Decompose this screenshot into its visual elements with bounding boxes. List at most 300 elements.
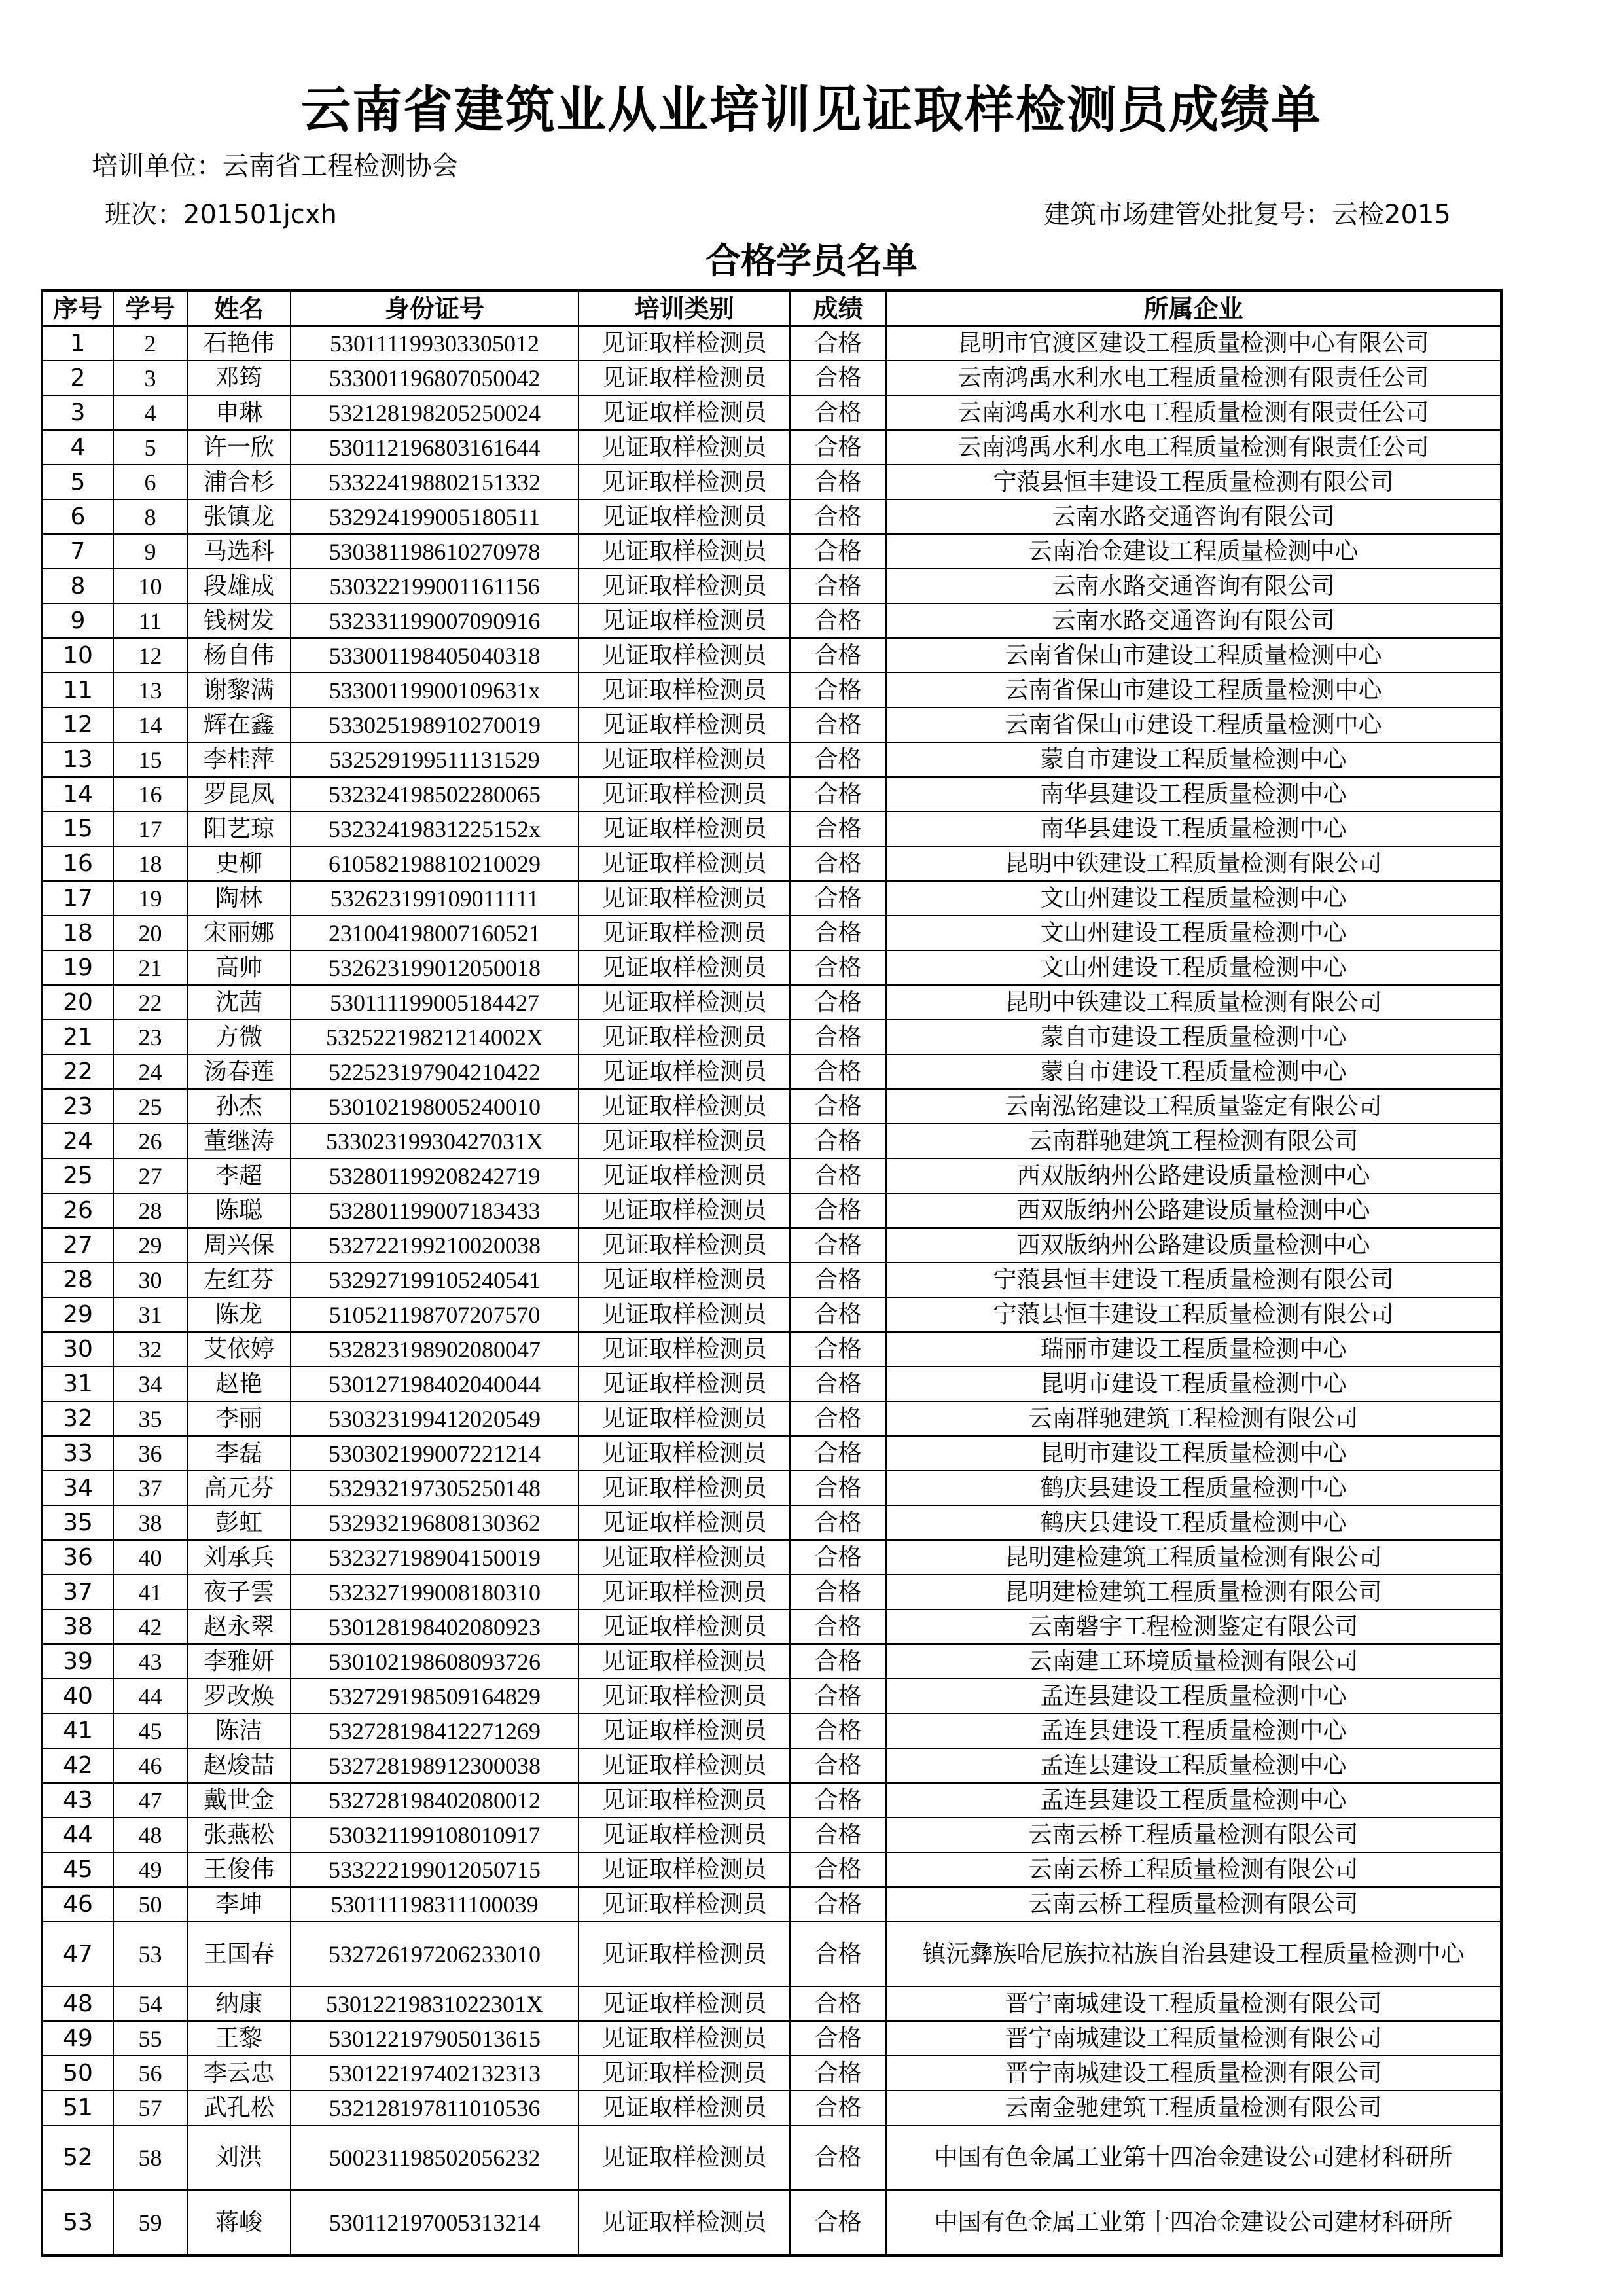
table-row (42, 1054, 1501, 1089)
cell-result: 合格 (790, 881, 886, 916)
cell-id-number: 532932197305250148 (291, 1471, 579, 1505)
cell-result: 合格 (790, 326, 886, 361)
cell-organization: 昆明市建设工程质量检测中心 (886, 1436, 1501, 1471)
page-title: 云南省建筑业从业培训见证取样检测员成绩单 (301, 81, 1322, 139)
cell-index: 52 (42, 2125, 113, 2190)
cell-id-number: 530112196803161644 (291, 430, 579, 465)
cell-result: 合格 (790, 499, 886, 534)
cell-result: 合格 (790, 1679, 886, 1713)
table-row (42, 569, 1501, 603)
cell-name: 刘承兵 (187, 1540, 291, 1575)
table-row (42, 1471, 1501, 1505)
cell-result: 合格 (790, 1332, 886, 1367)
cell-student-no: 5 (113, 430, 187, 465)
cell-organization: 昆明市建设工程质量检测中心 (886, 1367, 1501, 1401)
cell-organization: 蒙自市建设工程质量检测中心 (886, 1020, 1501, 1054)
cell-result: 合格 (790, 1713, 886, 1748)
cell-name: 钱树发 (187, 603, 291, 638)
cell-index: 35 (42, 1505, 113, 1540)
cell-index: 25 (42, 1158, 113, 1193)
cell-id-number: 522523197904210422 (291, 1054, 579, 1089)
col-header-index: 序号 (42, 291, 113, 326)
table-row (42, 673, 1501, 708)
cell-student-no: 9 (113, 534, 187, 569)
cell-name: 李磊 (187, 1436, 291, 1471)
cell-result: 合格 (790, 465, 886, 499)
cell-name: 王俊伟 (187, 1852, 291, 1887)
cell-name: 刘洪 (187, 2125, 291, 2190)
cell-student-no: 32 (113, 1332, 187, 1367)
approval-number-label: 建筑市场建管处批复号： (1044, 200, 1332, 230)
cell-student-no: 8 (113, 499, 187, 534)
cell-training-type: 见证取样检测员 (579, 499, 790, 534)
cell-id-number: 533025198910270019 (291, 708, 579, 742)
cell-result: 合格 (790, 1852, 886, 1887)
table-row (42, 361, 1501, 395)
cell-training-type: 见证取样检测员 (579, 1401, 790, 1436)
cell-student-no: 31 (113, 1297, 187, 1332)
cell-index: 32 (42, 1401, 113, 1436)
table-row (42, 1818, 1501, 1852)
cell-result: 合格 (790, 1158, 886, 1193)
cell-index: 28 (42, 1263, 113, 1297)
cell-student-no: 40 (113, 1540, 187, 1575)
cell-student-no: 20 (113, 916, 187, 950)
cell-index: 16 (42, 846, 113, 881)
cell-name: 陈聪 (187, 1193, 291, 1228)
list-title: 合格学员名单 (705, 240, 918, 281)
cell-student-no: 14 (113, 708, 187, 742)
cell-id-number: 532801199208242719 (291, 1158, 579, 1193)
table-row (42, 1089, 1501, 1124)
col-header-result: 成绩 (790, 291, 886, 326)
cell-organization: 云南磐宇工程检测鉴定有限公司 (886, 1609, 1501, 1644)
cell-result: 合格 (790, 708, 886, 742)
cell-training-type: 见证取样检测员 (579, 1436, 790, 1471)
cell-name: 陶林 (187, 881, 291, 916)
cell-student-no: 37 (113, 1471, 187, 1505)
training-unit-value: 云南省工程检测协会 (223, 151, 458, 181)
cell-organization: 云南云桥工程质量检测有限公司 (886, 1887, 1501, 1922)
table-row (42, 2125, 1501, 2190)
cell-index: 29 (42, 1297, 113, 1332)
cell-index: 22 (42, 1054, 113, 1089)
cell-name: 董继涛 (187, 1124, 291, 1158)
cell-id-number: 530321199108010917 (291, 1818, 579, 1852)
cell-name: 石艳伟 (187, 326, 291, 361)
cell-training-type: 见证取样检测员 (579, 2125, 790, 2190)
cell-id-number: 532722199210020038 (291, 1228, 579, 1263)
cell-id-number: 532128197811010536 (291, 2090, 579, 2125)
table-row (42, 1922, 1501, 1986)
table-row (42, 1124, 1501, 1158)
cell-student-no: 12 (113, 638, 187, 673)
cell-training-type: 见证取样检测员 (579, 1540, 790, 1575)
cell-name: 李雅妍 (187, 1644, 291, 1679)
cell-student-no: 13 (113, 673, 187, 708)
cell-student-no: 28 (113, 1193, 187, 1228)
cell-result: 合格 (790, 534, 886, 569)
table-row (42, 1332, 1501, 1367)
cell-student-no: 56 (113, 2056, 187, 2090)
cell-index: 26 (42, 1193, 113, 1228)
cell-index: 37 (42, 1575, 113, 1609)
table-row (42, 499, 1501, 534)
cell-id-number: 500231198502056232 (291, 2125, 579, 2190)
cell-index: 42 (42, 1748, 113, 1783)
cell-organization: 南华县建设工程质量检测中心 (886, 812, 1501, 846)
cell-id-number: 530302199007221214 (291, 1436, 579, 1471)
cell-organization: 云南泓铭建设工程质量鉴定有限公司 (886, 1089, 1501, 1124)
cell-training-type: 见证取样检测员 (579, 2056, 790, 2090)
cell-student-no: 50 (113, 1887, 187, 1922)
cell-name: 史柳 (187, 846, 291, 881)
cell-id-number: 510521198707207570 (291, 1297, 579, 1332)
cell-training-type: 见证取样检测员 (579, 1505, 790, 1540)
cell-result: 合格 (790, 1297, 886, 1332)
table-row (42, 916, 1501, 950)
table-row (42, 881, 1501, 916)
cell-index: 24 (42, 1124, 113, 1158)
cell-id-number: 532729198509164829 (291, 1679, 579, 1713)
cell-training-type: 见证取样检测员 (579, 638, 790, 673)
table-row (42, 1609, 1501, 1644)
cell-training-type: 见证取样检测员 (579, 1713, 790, 1748)
cell-index: 47 (42, 1922, 113, 1986)
cell-training-type: 见证取样检测员 (579, 1263, 790, 1297)
table-row (42, 742, 1501, 777)
cell-index: 9 (42, 603, 113, 638)
cell-training-type: 见证取样检测员 (579, 534, 790, 569)
table-row (42, 1575, 1501, 1609)
cell-organization: 云南鸿禹水利水电工程质量检测有限责任公司 (886, 430, 1501, 465)
cell-organization: 云南群驰建筑工程检测有限公司 (886, 1124, 1501, 1158)
class-batch-value: 201501jcxh (183, 200, 337, 230)
cell-id-number: 532128198205250024 (291, 395, 579, 430)
cell-index: 8 (42, 569, 113, 603)
table-row (42, 1436, 1501, 1471)
cell-training-type: 见证取样检测员 (579, 1748, 790, 1783)
cell-index: 49 (42, 2021, 113, 2056)
cell-student-no: 41 (113, 1575, 187, 1609)
cell-index: 11 (42, 673, 113, 708)
cell-result: 合格 (790, 1193, 886, 1228)
cell-student-no: 57 (113, 2090, 187, 2125)
cell-name: 汤春莲 (187, 1054, 291, 1089)
cell-training-type: 见证取样检测员 (579, 1228, 790, 1263)
cell-training-type: 见证取样检测员 (579, 777, 790, 812)
cell-organization: 昆明市官渡区建设工程质量检测中心有限公司 (886, 326, 1501, 361)
cell-id-number: 532324198502280065 (291, 777, 579, 812)
cell-result: 合格 (790, 985, 886, 1020)
cell-id-number: 530127198402040044 (291, 1367, 579, 1401)
table-row (42, 430, 1501, 465)
cell-organization: 南华县建设工程质量检测中心 (886, 777, 1501, 812)
cell-organization: 镇沅彝族哈尼族拉祜族自治县建设工程质量检测中心 (886, 1922, 1501, 1986)
cell-training-type: 见证取样检测员 (579, 1783, 790, 1818)
cell-result: 合格 (790, 361, 886, 395)
cell-training-type: 见证取样检测员 (579, 1367, 790, 1401)
cell-organization: 蒙自市建设工程质量检测中心 (886, 1054, 1501, 1089)
approval-number-value: 云检2015 (1332, 200, 1451, 230)
table-row (42, 326, 1501, 361)
table-row (42, 2090, 1501, 2125)
cell-result: 合格 (790, 1054, 886, 1089)
table-row (42, 465, 1501, 499)
cell-result: 合格 (790, 2056, 886, 2090)
table-row (42, 1852, 1501, 1887)
cell-organization: 云南省保山市建设工程质量检测中心 (886, 673, 1501, 708)
col-header-student-no: 学号 (113, 291, 187, 326)
cell-index: 10 (42, 638, 113, 673)
cell-result: 合格 (790, 812, 886, 846)
cell-id-number: 530128198402080923 (291, 1609, 579, 1644)
col-header-training-type: 培训类别 (579, 291, 790, 326)
cell-result: 合格 (790, 2190, 886, 2255)
cell-training-type: 见证取样检测员 (579, 2090, 790, 2125)
cell-name: 王黎 (187, 2021, 291, 2056)
cell-training-type: 见证取样检测员 (579, 361, 790, 395)
cell-name: 李桂萍 (187, 742, 291, 777)
cell-id-number: 533222199012050715 (291, 1852, 579, 1887)
cell-id-number: 610582198810210029 (291, 846, 579, 881)
cell-result: 合格 (790, 846, 886, 881)
cell-training-type: 见证取样检测员 (579, 1609, 790, 1644)
cell-name: 罗改焕 (187, 1679, 291, 1713)
cell-name: 武孔松 (187, 2090, 291, 2125)
cell-id-number: 53302319930427031X (291, 1124, 579, 1158)
table-row (42, 1297, 1501, 1332)
table-row (42, 1783, 1501, 1818)
cell-id-number: 532728198412271269 (291, 1713, 579, 1748)
cell-id-number: 530323199412020549 (291, 1401, 579, 1436)
cell-name: 谢黎满 (187, 673, 291, 708)
cell-student-no: 59 (113, 2190, 187, 2255)
cell-training-type: 见证取样检测员 (579, 603, 790, 638)
cell-name: 高元芬 (187, 1471, 291, 1505)
table-row (42, 1644, 1501, 1679)
cell-name: 许一欣 (187, 430, 291, 465)
cell-result: 合格 (790, 638, 886, 673)
cell-name: 李坤 (187, 1887, 291, 1922)
cell-organization: 文山州建设工程质量检测中心 (886, 950, 1501, 985)
cell-result: 合格 (790, 1644, 886, 1679)
cell-id-number: 530112197005313214 (291, 2190, 579, 2255)
cell-index: 5 (42, 465, 113, 499)
cell-student-no: 16 (113, 777, 187, 812)
cell-student-no: 24 (113, 1054, 187, 1089)
table-row (42, 2056, 1501, 2090)
cell-id-number: 532728198402080012 (291, 1783, 579, 1818)
cell-index: 19 (42, 950, 113, 985)
table-row (42, 812, 1501, 846)
cell-training-type: 见证取样检测员 (579, 1297, 790, 1332)
cell-index: 27 (42, 1228, 113, 1263)
cell-result: 合格 (790, 1367, 886, 1401)
table-row (42, 846, 1501, 881)
cell-index: 46 (42, 1887, 113, 1922)
cell-result: 合格 (790, 395, 886, 430)
cell-name: 高帅 (187, 950, 291, 985)
cell-organization: 西双版纳州公路建设质量检测中心 (886, 1228, 1501, 1263)
cell-name: 戴世金 (187, 1783, 291, 1818)
cell-index: 48 (42, 1986, 113, 2021)
cell-name: 方微 (187, 1020, 291, 1054)
cell-training-type: 见证取样检测员 (579, 673, 790, 708)
table-header-row (42, 291, 1501, 326)
cell-student-no: 36 (113, 1436, 187, 1471)
cell-name: 杨自伟 (187, 638, 291, 673)
cell-organization: 晋宁南城建设工程质量检测有限公司 (886, 2056, 1501, 2090)
cell-index: 36 (42, 1540, 113, 1575)
cell-index: 1 (42, 326, 113, 361)
cell-result: 合格 (790, 1783, 886, 1818)
cell-index: 3 (42, 395, 113, 430)
cell-index: 43 (42, 1783, 113, 1818)
cell-organization: 宁蒗县恒丰建设工程质量检测有限公司 (886, 1297, 1501, 1332)
cell-result: 合格 (790, 1922, 886, 1986)
cell-training-type: 见证取样检测员 (579, 1852, 790, 1887)
cell-id-number: 532823198902080047 (291, 1332, 579, 1367)
cell-index: 53 (42, 2190, 113, 2255)
cell-organization: 云南冶金建设工程质量检测中心 (886, 534, 1501, 569)
cell-organization: 鹤庆县建设工程质量检测中心 (886, 1471, 1501, 1505)
cell-id-number: 532924199005180511 (291, 499, 579, 534)
cell-result: 合格 (790, 673, 886, 708)
cell-training-type: 见证取样检测员 (579, 812, 790, 846)
cell-organization: 云南水路交通咨询有限公司 (886, 569, 1501, 603)
cell-training-type: 见证取样检测员 (579, 2190, 790, 2255)
cell-training-type: 见证取样检测员 (579, 1986, 790, 2021)
cell-index: 17 (42, 881, 113, 916)
cell-id-number: 532728198912300038 (291, 1748, 579, 1783)
cell-result: 合格 (790, 742, 886, 777)
cell-name: 纳康 (187, 1986, 291, 2021)
table-row (42, 1020, 1501, 1054)
table-row (42, 1986, 1501, 2021)
cell-training-type: 见证取样检测员 (579, 1679, 790, 1713)
cell-index: 7 (42, 534, 113, 569)
cell-result: 合格 (790, 777, 886, 812)
cell-id-number: 53252219821214002X (291, 1020, 579, 1054)
cell-name: 马选科 (187, 534, 291, 569)
cell-index: 15 (42, 812, 113, 846)
cell-name: 张镇龙 (187, 499, 291, 534)
cell-training-type: 见证取样检测员 (579, 1471, 790, 1505)
cell-index: 13 (42, 742, 113, 777)
cell-result: 合格 (790, 1748, 886, 1783)
cell-index: 21 (42, 1020, 113, 1054)
cell-student-no: 55 (113, 2021, 187, 2056)
cell-student-no: 11 (113, 603, 187, 638)
cell-name: 李云忠 (187, 2056, 291, 2090)
cell-training-type: 见证取样检测员 (579, 1644, 790, 1679)
cell-name: 赵艳 (187, 1367, 291, 1401)
table-row (42, 2021, 1501, 2056)
cell-student-no: 17 (113, 812, 187, 846)
cell-training-type: 见证取样检测员 (579, 430, 790, 465)
table-row (42, 1228, 1501, 1263)
cell-name: 沈茜 (187, 985, 291, 1020)
cell-training-type: 见证取样检测员 (579, 1054, 790, 1089)
cell-training-type: 见证取样检测员 (579, 465, 790, 499)
cell-result: 合格 (790, 950, 886, 985)
cell-student-no: 22 (113, 985, 187, 1020)
table-row (42, 1679, 1501, 1713)
cell-result: 合格 (790, 1471, 886, 1505)
cell-organization: 西双版纳州公路建设质量检测中心 (886, 1193, 1501, 1228)
table-row (42, 534, 1501, 569)
cell-student-no: 25 (113, 1089, 187, 1124)
cell-result: 合格 (790, 1089, 886, 1124)
cell-student-no: 27 (113, 1158, 187, 1193)
results-table (41, 289, 1503, 2257)
cell-id-number: 530122197905013615 (291, 2021, 579, 2056)
cell-student-no: 54 (113, 1986, 187, 2021)
cell-student-no: 30 (113, 1263, 187, 1297)
cell-index: 23 (42, 1089, 113, 1124)
table-row (42, 985, 1501, 1020)
cell-name: 王国春 (187, 1922, 291, 1986)
cell-organization: 云南鸿禹水利水电工程质量检测有限责任公司 (886, 361, 1501, 395)
cell-index: 33 (42, 1436, 113, 1471)
cell-name: 辉在鑫 (187, 708, 291, 742)
cell-organization: 云南水路交通咨询有限公司 (886, 499, 1501, 534)
cell-id-number: 530102198005240010 (291, 1089, 579, 1124)
cell-organization: 昆明中铁建设工程质量检测有限公司 (886, 846, 1501, 881)
cell-result: 合格 (790, 2021, 886, 2056)
cell-training-type: 见证取样检测员 (579, 916, 790, 950)
cell-organization: 云南云桥工程质量检测有限公司 (886, 1852, 1501, 1887)
cell-organization: 云南群驰建筑工程检测有限公司 (886, 1401, 1501, 1436)
cell-index: 14 (42, 777, 113, 812)
cell-organization: 宁蒗县恒丰建设工程质量检测有限公司 (886, 1263, 1501, 1297)
cell-index: 30 (42, 1332, 113, 1367)
cell-training-type: 见证取样检测员 (579, 2021, 790, 2056)
table-body (42, 326, 1501, 2255)
cell-training-type: 见证取样检测员 (579, 1922, 790, 1986)
table-row (42, 1193, 1501, 1228)
cell-index: 6 (42, 499, 113, 534)
cell-index: 12 (42, 708, 113, 742)
cell-name: 艾依婷 (187, 1332, 291, 1367)
cell-id-number: 530122197402132313 (291, 2056, 579, 2090)
cell-organization: 云南云桥工程质量检测有限公司 (886, 1818, 1501, 1852)
cell-student-no: 45 (113, 1713, 187, 1748)
table-row (42, 603, 1501, 638)
table-row (42, 638, 1501, 673)
training-unit-label: 培训单位： (92, 151, 223, 181)
cell-id-number: 530111199005184427 (291, 985, 579, 1020)
cell-index: 18 (42, 916, 113, 950)
cell-organization: 宁蒗县恒丰建设工程质量检测有限公司 (886, 465, 1501, 499)
cell-index: 4 (42, 430, 113, 465)
cell-result: 合格 (790, 1540, 886, 1575)
cell-organization: 云南金驰建筑工程质量检测有限公司 (886, 2090, 1501, 2125)
col-header-id-number: 身份证号 (291, 291, 579, 326)
cell-training-type: 见证取样检测员 (579, 881, 790, 916)
cell-student-no: 38 (113, 1505, 187, 1540)
cell-result: 合格 (790, 1124, 886, 1158)
cell-organization: 昆明建检建筑工程质量检测有限公司 (886, 1575, 1501, 1609)
cell-result: 合格 (790, 1263, 886, 1297)
cell-result: 合格 (790, 1020, 886, 1054)
cell-student-no: 23 (113, 1020, 187, 1054)
cell-id-number: 532331199007090916 (291, 603, 579, 638)
table-row (42, 1887, 1501, 1922)
cell-result: 合格 (790, 1609, 886, 1644)
cell-organization: 云南鸿禹水利水电工程质量检测有限责任公司 (886, 395, 1501, 430)
